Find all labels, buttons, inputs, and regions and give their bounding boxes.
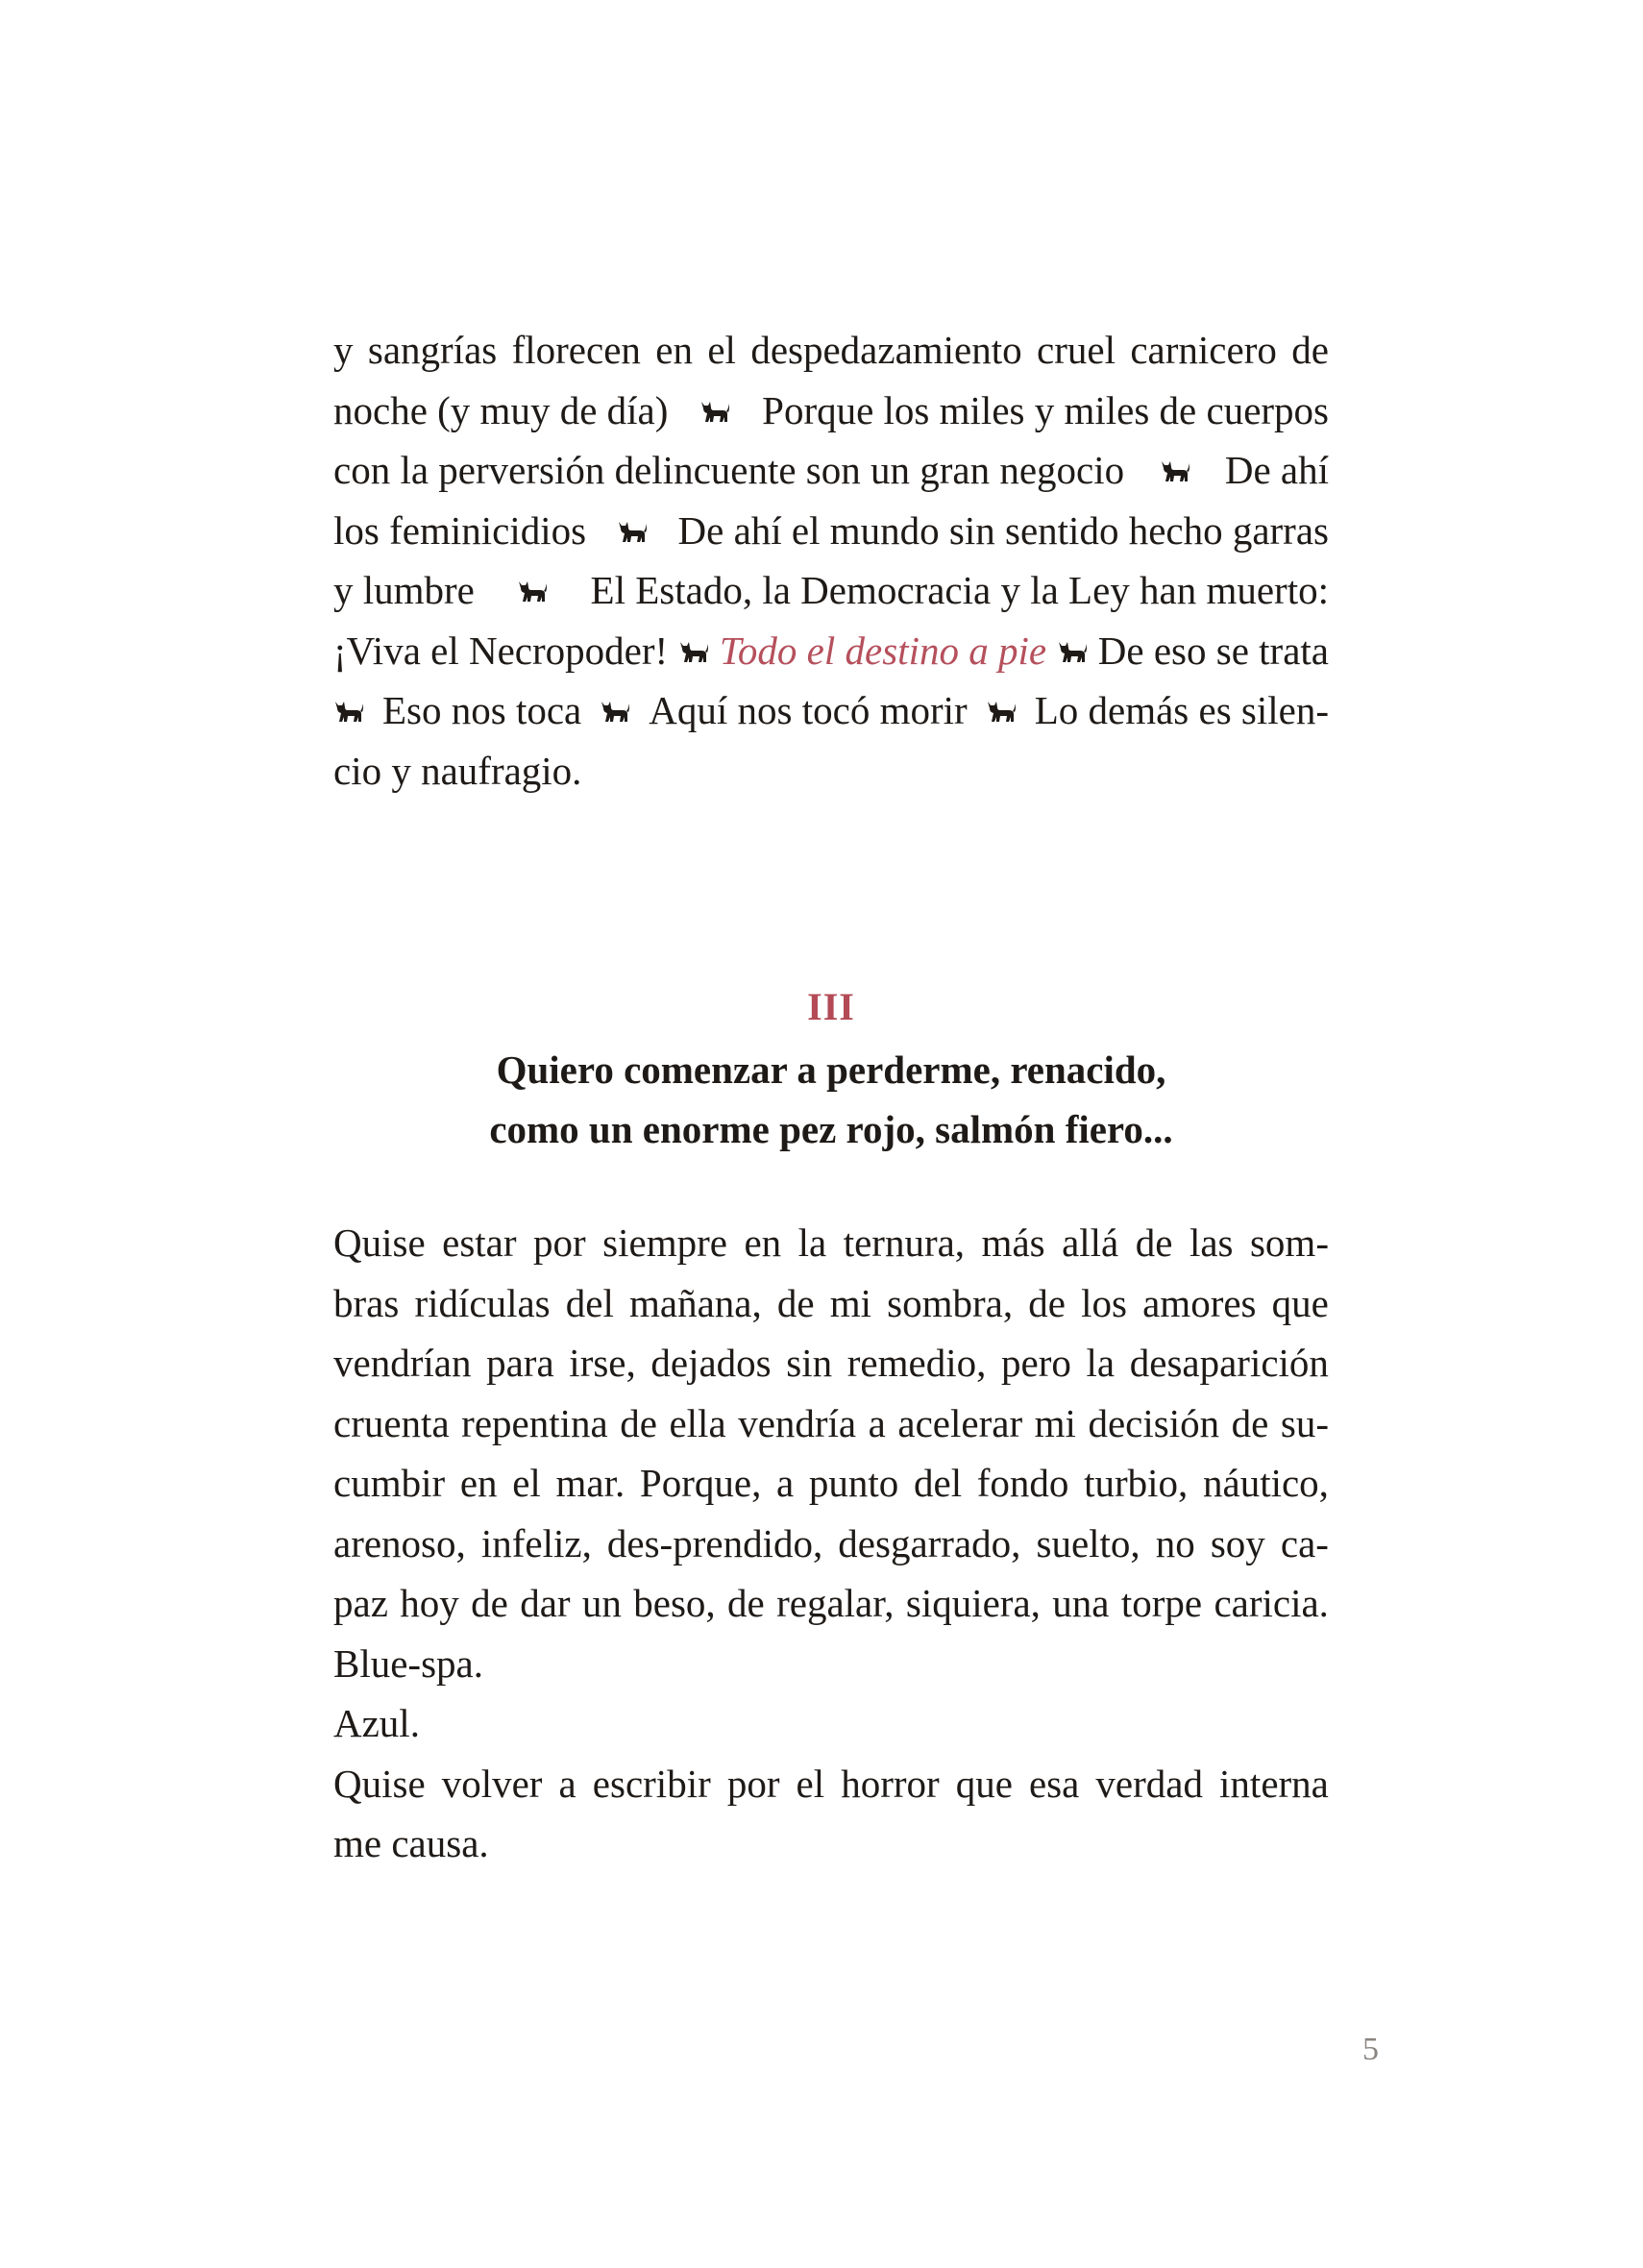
- text-segment: Eso nos toca: [382, 688, 582, 732]
- word: paz: [333, 1581, 388, 1625]
- cat-icon: [617, 519, 648, 544]
- cat-icon: [986, 699, 1017, 724]
- cat-icon: [333, 699, 364, 724]
- page-number: 5: [1362, 2032, 1379, 2067]
- word: verdad: [1095, 1761, 1203, 1806]
- paragraph-continuation: [333, 320, 1329, 801]
- word: remedio,: [846, 1341, 987, 1385]
- word: de: [471, 1581, 508, 1625]
- word: carnicero: [1130, 328, 1277, 372]
- word: del: [914, 1461, 963, 1505]
- word: dar: [520, 1581, 571, 1625]
- word: mi: [1034, 1400, 1076, 1445]
- text-segment: cio y naufragio.: [333, 748, 582, 793]
- word: no: [1155, 1520, 1195, 1565]
- text-line: [333, 501, 1329, 561]
- word: a: [868, 1400, 886, 1445]
- text-segment: De ahí el mundo sin sentido hecho garras: [677, 507, 1329, 553]
- subtitle-line: Quiero comenzar a perderme, renacido,: [496, 1048, 1166, 1092]
- word: ca-: [1280, 1520, 1329, 1565]
- word: que: [955, 1761, 1013, 1806]
- word: las: [1189, 1220, 1234, 1265]
- word: esa: [1028, 1761, 1080, 1806]
- cat-icon: [1057, 639, 1088, 664]
- word: repentina: [461, 1400, 608, 1445]
- word: beso,: [633, 1581, 716, 1625]
- word: regalar,: [776, 1581, 895, 1625]
- word: pero: [1001, 1341, 1071, 1385]
- word: siempre: [602, 1220, 727, 1265]
- cat-icon: [1160, 458, 1190, 483]
- word: acelerar: [897, 1400, 1023, 1445]
- word: sombra,: [887, 1280, 1014, 1325]
- word: volver: [441, 1761, 543, 1806]
- text-line-short: Blue-spa.: [333, 1640, 483, 1686]
- word: infeliz,: [480, 1520, 592, 1565]
- cat-icon: [678, 639, 709, 664]
- word: en: [655, 328, 693, 372]
- cat-icon: [699, 399, 730, 424]
- word: la: [797, 1220, 827, 1265]
- cat-icon: [600, 699, 630, 724]
- text-segment: De eso se trata: [1097, 628, 1329, 673]
- word: mañana,: [629, 1280, 762, 1325]
- word: su-: [1280, 1400, 1329, 1445]
- word: florecen: [511, 328, 641, 372]
- word: náutico,: [1203, 1461, 1329, 1505]
- word: bras: [333, 1280, 400, 1325]
- word: caricia.: [1214, 1581, 1329, 1625]
- text-line: [333, 560, 1329, 621]
- word: des-prendido,: [606, 1520, 823, 1565]
- text-line: [333, 1213, 1329, 1273]
- cat-icon: [517, 579, 548, 604]
- word: el: [707, 328, 736, 372]
- text-segment: Aquí nos tocó morir: [649, 688, 968, 732]
- word: para: [486, 1341, 554, 1385]
- word: la: [1086, 1341, 1116, 1385]
- word: vendrían: [333, 1341, 472, 1385]
- word: interna: [1219, 1761, 1329, 1806]
- word: turbio,: [1084, 1461, 1189, 1505]
- word: de: [1028, 1280, 1066, 1325]
- text-line: [333, 1453, 1329, 1514]
- word: el: [796, 1761, 825, 1806]
- text-line-last: [333, 741, 1329, 801]
- word: de: [727, 1581, 765, 1625]
- section-numeral: III: [807, 985, 855, 1028]
- word: cruenta: [333, 1400, 450, 1445]
- subtitle-line: como un enorme pez rojo, salmón fiero...: [489, 1107, 1173, 1151]
- word: estar: [442, 1220, 517, 1265]
- word: cumbir: [333, 1461, 446, 1505]
- word: de: [1291, 328, 1329, 372]
- word: arenoso,: [333, 1520, 466, 1565]
- text-segment: Lo demás es silen-: [1034, 688, 1329, 732]
- text-segment: Porque los miles y miles de cuerpos: [762, 387, 1329, 432]
- word: escribir: [592, 1761, 711, 1806]
- word: punto: [808, 1461, 899, 1505]
- text-line: [333, 1393, 1329, 1454]
- word: vendría: [738, 1400, 857, 1445]
- word: irse,: [569, 1341, 636, 1385]
- word: por: [533, 1220, 586, 1265]
- text-line: [333, 381, 1329, 441]
- word: soy: [1210, 1520, 1265, 1565]
- text-line: [333, 1333, 1329, 1393]
- word: mi: [829, 1280, 872, 1325]
- word: ridículas: [414, 1280, 551, 1325]
- word: una: [1052, 1581, 1110, 1625]
- word: a: [776, 1461, 795, 1505]
- text-segment: y lumbre: [333, 568, 475, 612]
- word: los: [1081, 1280, 1127, 1325]
- text-line: [333, 1273, 1329, 1334]
- word: Porque,: [639, 1461, 762, 1505]
- text-segment: El Estado, la Democracia y la Ley han muerto:: [590, 568, 1329, 612]
- word: cruel: [1037, 328, 1116, 372]
- word: que: [1271, 1280, 1329, 1325]
- word: siquiera,: [905, 1581, 1041, 1625]
- word: sin: [786, 1341, 833, 1385]
- text-line: [333, 1754, 1329, 1814]
- word: fondo: [976, 1461, 1069, 1505]
- word: suelto,: [1036, 1520, 1140, 1565]
- word: más: [981, 1220, 1045, 1265]
- word: de: [1231, 1400, 1269, 1445]
- word: mar.: [555, 1461, 625, 1505]
- word: de: [776, 1280, 815, 1325]
- word: som-: [1249, 1220, 1329, 1265]
- word: Quise: [333, 1761, 426, 1806]
- word: ternura,: [843, 1220, 966, 1265]
- word: el: [512, 1461, 541, 1505]
- text-line-short: Azul.: [333, 1701, 420, 1745]
- word: por: [726, 1761, 780, 1806]
- text-line: [333, 1573, 1329, 1634]
- word: de: [620, 1400, 657, 1445]
- text-line: [333, 440, 1329, 501]
- word: y: [333, 328, 354, 372]
- word: horror: [841, 1761, 940, 1806]
- word: ella: [669, 1400, 726, 1445]
- word: en: [744, 1220, 782, 1265]
- word: del: [565, 1280, 614, 1325]
- word: un: [581, 1581, 622, 1625]
- word: hoy: [400, 1581, 459, 1625]
- text-segment: ¡Viva el Necropoder!: [333, 628, 669, 673]
- paragraph: [333, 1213, 1329, 1874]
- word: sangrías: [367, 328, 498, 372]
- text-line: [333, 1514, 1329, 1574]
- word: dejados: [650, 1341, 772, 1385]
- word: despedazamiento: [750, 328, 1022, 372]
- text-segment: De ahí: [1224, 448, 1329, 492]
- word: desaparición: [1129, 1341, 1329, 1385]
- text-line: [333, 320, 1329, 381]
- text-segment: con la perversión delincuente son un gran negocio: [333, 448, 1125, 492]
- word: Quise: [333, 1220, 426, 1265]
- word: de: [1135, 1220, 1173, 1265]
- section-subtitle: [333, 1040, 1329, 1159]
- text-line: [333, 621, 1329, 681]
- text-segment: noche (y muy de día): [333, 387, 669, 432]
- word: desgarrado,: [838, 1520, 1021, 1565]
- text-line-last: me causa.: [333, 1821, 489, 1865]
- word: amores: [1142, 1280, 1257, 1325]
- word: decisión: [1088, 1400, 1220, 1445]
- word: a: [558, 1761, 576, 1806]
- word: torpe: [1120, 1581, 1203, 1625]
- word: allá: [1062, 1220, 1119, 1265]
- text-line: [333, 680, 1329, 741]
- word: en: [459, 1461, 498, 1505]
- italic-phrase: Todo el destino a pie: [719, 628, 1047, 673]
- text-segment: los feminicidios: [333, 507, 587, 553]
